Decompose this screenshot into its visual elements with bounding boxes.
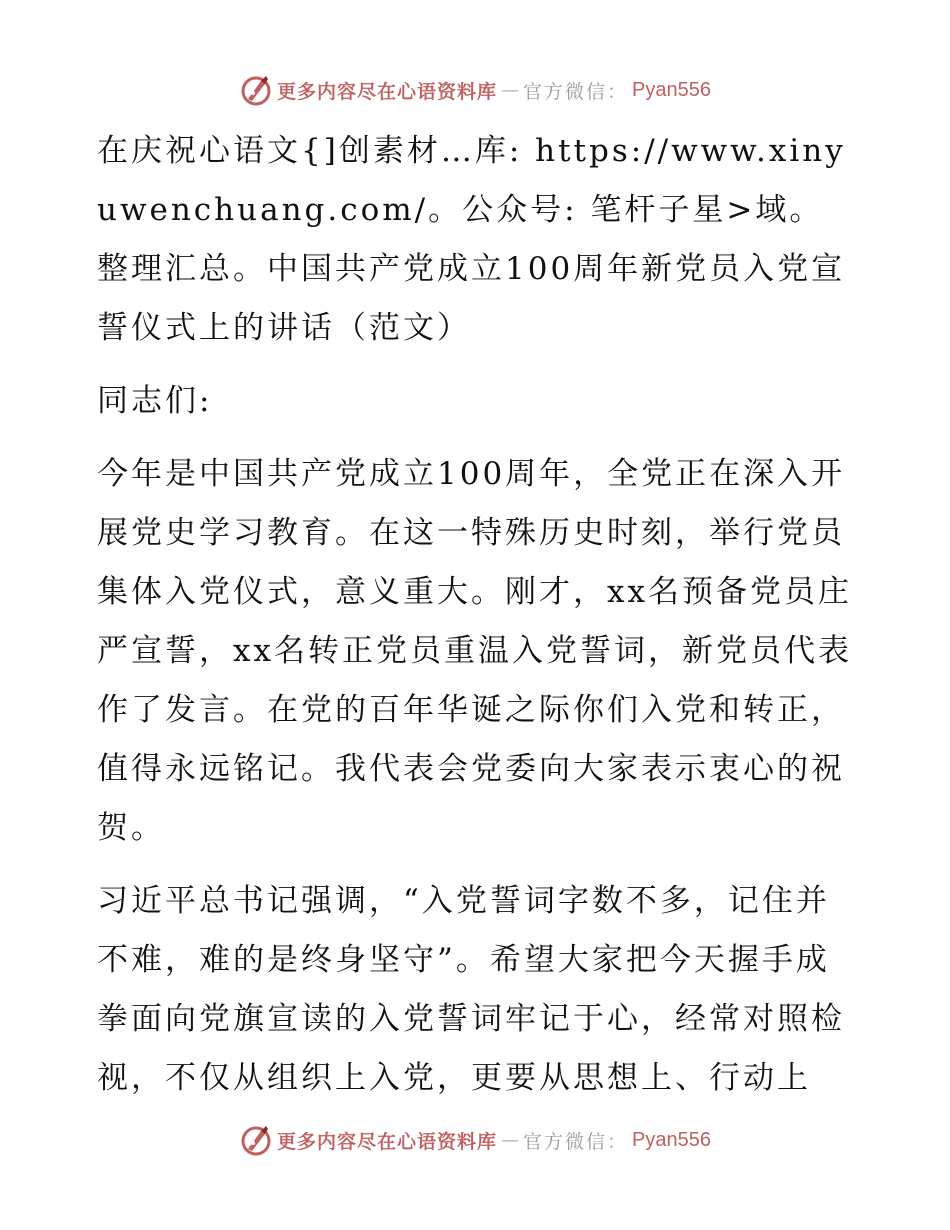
intro-paragraph: 在庆祝心语文{]创素材…库: https://www.xinyuwenchuang.com/。公众号: 笔杆子星>域。整理汇总。中国共产党成立100周年新党员入党宣誓仪式上的讲话（范文）	[97, 133, 846, 346]
footer-banner	[0, 1120, 950, 1160]
header-wechat-label: 官方微信：	[523, 80, 629, 103]
footer-wechat-id: Pyan556	[632, 1128, 711, 1151]
body-paragraph: 习近平总书记强调，“入党誓词字数不多，记住并不难，难的是终身坚守”。希望大家把今天握手成拳面向党旗宣读的入党誓词牢记于心，经常对照检视，不仅从组织上入党，更要从思想上、行动上	[97, 883, 845, 1096]
footer-slogan: 更多内容尽在心语资料库	[277, 1130, 498, 1153]
header-wechat-id: Pyan556	[632, 78, 711, 101]
header-banner	[0, 70, 950, 110]
quill-circle-logo-icon	[239, 1123, 273, 1157]
header-dash: —	[501, 79, 520, 101]
footer-wechat-label: 官方微信：	[523, 1130, 629, 1153]
salutation: 同志们:	[97, 383, 213, 419]
header-banner-content	[239, 73, 711, 107]
footer-dash: —	[501, 1129, 520, 1151]
document-body	[97, 122, 857, 1122]
body-paragraph: 今年是中国共产党成立100周年，全党正在深入开展党史学习教育。在这一特殊历史时刻，举行党员集体入党仪式，意义重大。刚才，xx名预备党员庄严宣誓，xx名转正党员重温入党誓词，新党员代表作了发言。在党的百年华诞之际你们入党和转正，值得永远铭记。我代表会党委向大家表示衷心的祝贺。	[97, 456, 852, 846]
quill-circle-logo-icon	[239, 73, 273, 107]
header-slogan: 更多内容尽在心语资料库	[277, 80, 498, 103]
footer-banner-content	[239, 1123, 711, 1157]
